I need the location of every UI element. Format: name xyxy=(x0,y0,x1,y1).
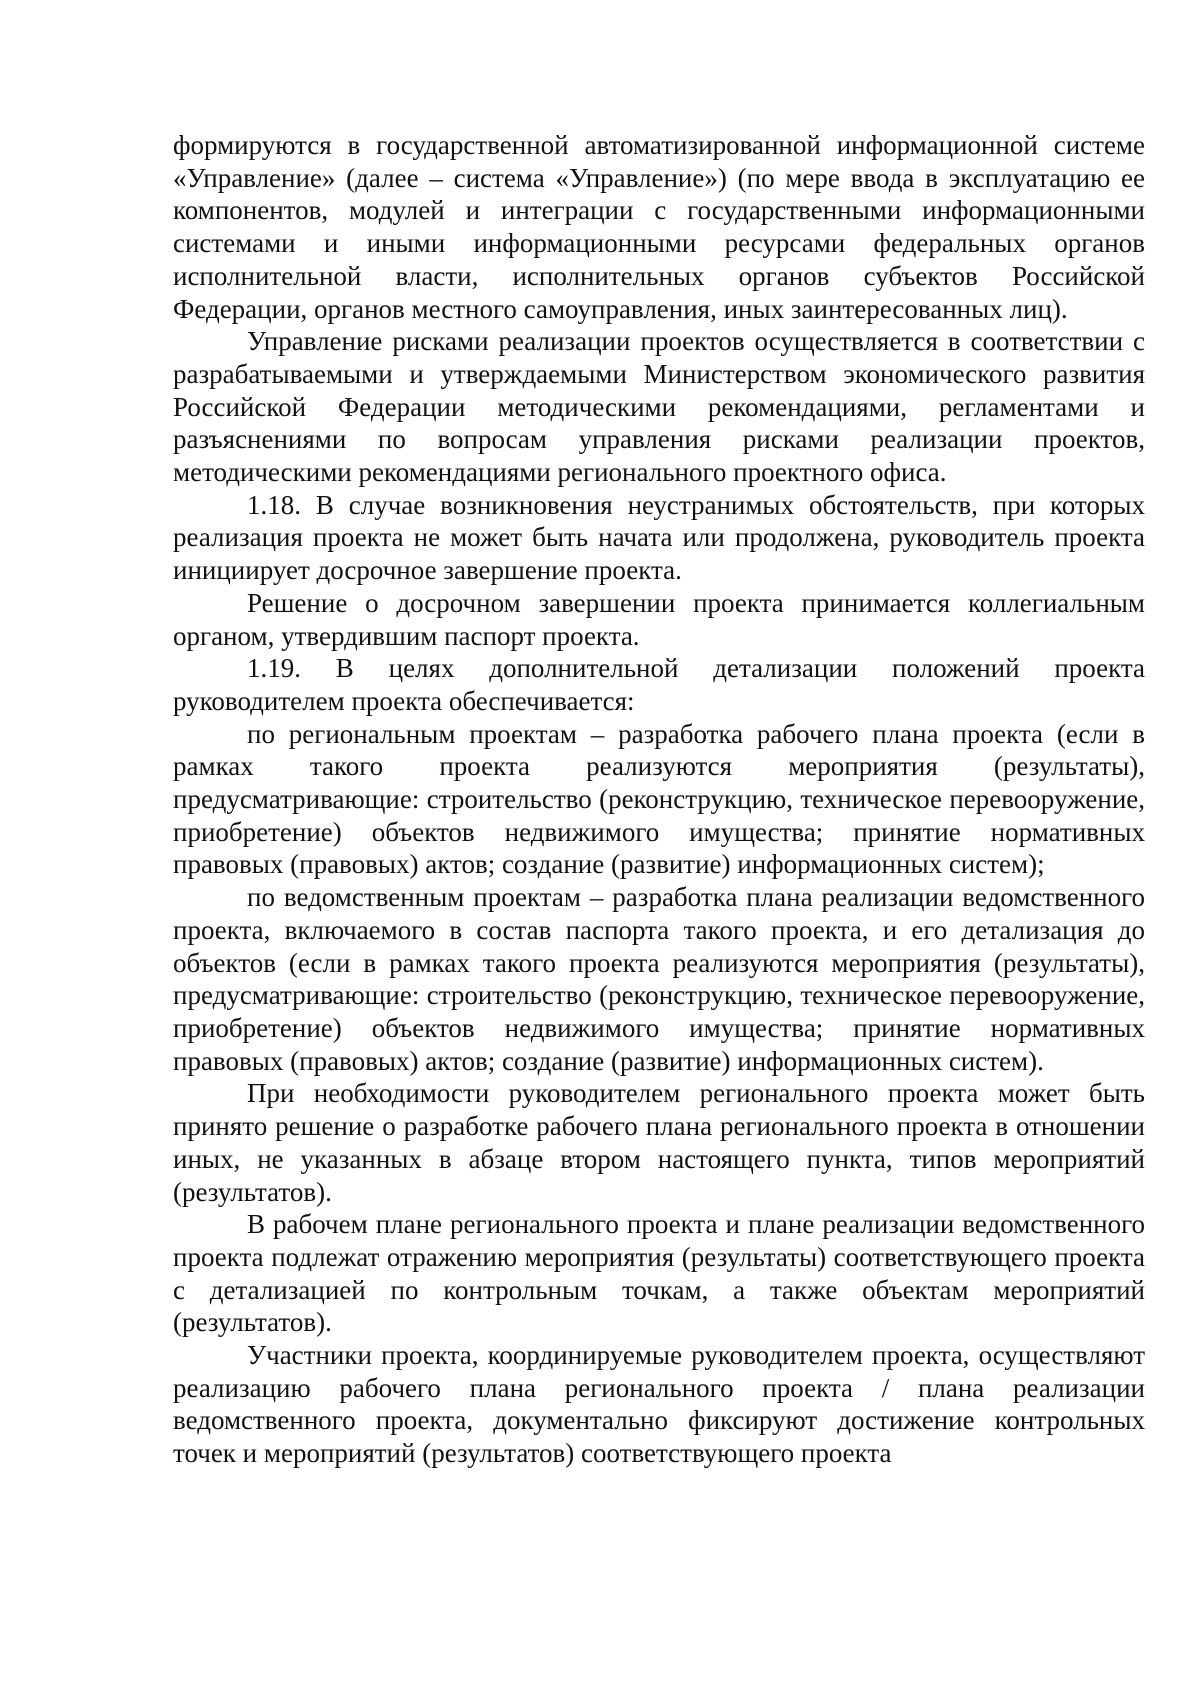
paragraph-regional-projects: по региональным проектам – разработка рабочего плана проекта (если в рамках такого проекта реализуются мероприятия (результаты), предусматривающие: строительство (реконструкцию, техническое перевооружение, приобретение) объектов недвижимого имущества; принятие нормативных правовых (правовых) актов; создание (развитие) информационных систем); xyxy=(173,718,1145,880)
paragraph-clause-1-19: 1.19. В целях дополнительной детализации положений проекта руководителем проекта обеспечивается: xyxy=(173,653,1145,716)
paragraph-participants: Участники проекта, координируемые руководителем проекта, осуществляют реализацию рабочего плана регионального проекта / плана реализации ведомственного проекта, документально фиксируют достижение контрольных точек и мероприятий (результатов) соответствующего проекта xyxy=(173,1340,1145,1469)
paragraph-early-completion: Решение о досрочном завершении проекта принимается коллегиальным органом, утвердившим паспорт проекта. xyxy=(173,587,1145,651)
paragraph-work-plan: В рабочем плане регионального проекта и плане реализации ведомственного проекта подлежат отражению мероприятия (результаты) соответствующего проекта с детализацией по контрольным точкам, а также объектам мероприятий (результатов). xyxy=(173,1209,1145,1338)
paragraph-clause-1-18: 1.18. В случае возникновения неустранимых обстоятельств, при которых реализация проекта не может быть начата или продолжена, руководитель проекта инициирует досрочное завершение проекта. xyxy=(173,489,1145,586)
paragraph-risk-management: Управление рисками реализации проектов осуществляется в соответствии с разрабатываемыми и утверждаемыми Министерством экономического развития Российской Федерации методическими рекомендациями, регламентами и разъяснениями по вопросам управления рисками реализации проектов, методическими рекомендациями регионального проектного офиса. xyxy=(173,326,1145,488)
paragraph-formation: формируются в государственной автоматизированной информационной системе «Управление» (далее – система «Управление») (по мере ввода в эксплуатацию ее компонентов, модулей и интеграции с государственными информационными системами и иными информационными ресурсами федеральных органов исполнительной власти, исполнительных органов субъектов Российской Федерации, органов местного самоуправления, иных заинтересованных лиц). xyxy=(173,130,1145,324)
paragraph-departmental-projects: по ведомственным проектам – разработка плана реализации ведомственного проекта, включаемого в состав паспорта такого проекта, и его детализация до объектов (если в рамках такого проекта реализуются мероприятия (результаты), предусматривающие: строительство (реконструкцию, техническое перевооружение, приобретение) объектов недвижимого имущества; принятие нормативных правовых (правовых) актов; создание (развитие) информационных систем). xyxy=(173,882,1145,1076)
document-body xyxy=(173,129,1145,1470)
paragraph-if-necessary: При необходимости руководителем регионального проекта может быть принято решение о разработке рабочего плана регионального проекта в отношении иных, не указанных в абзаце втором настоящего пункта, типов мероприятий (результатов). xyxy=(173,1078,1145,1207)
